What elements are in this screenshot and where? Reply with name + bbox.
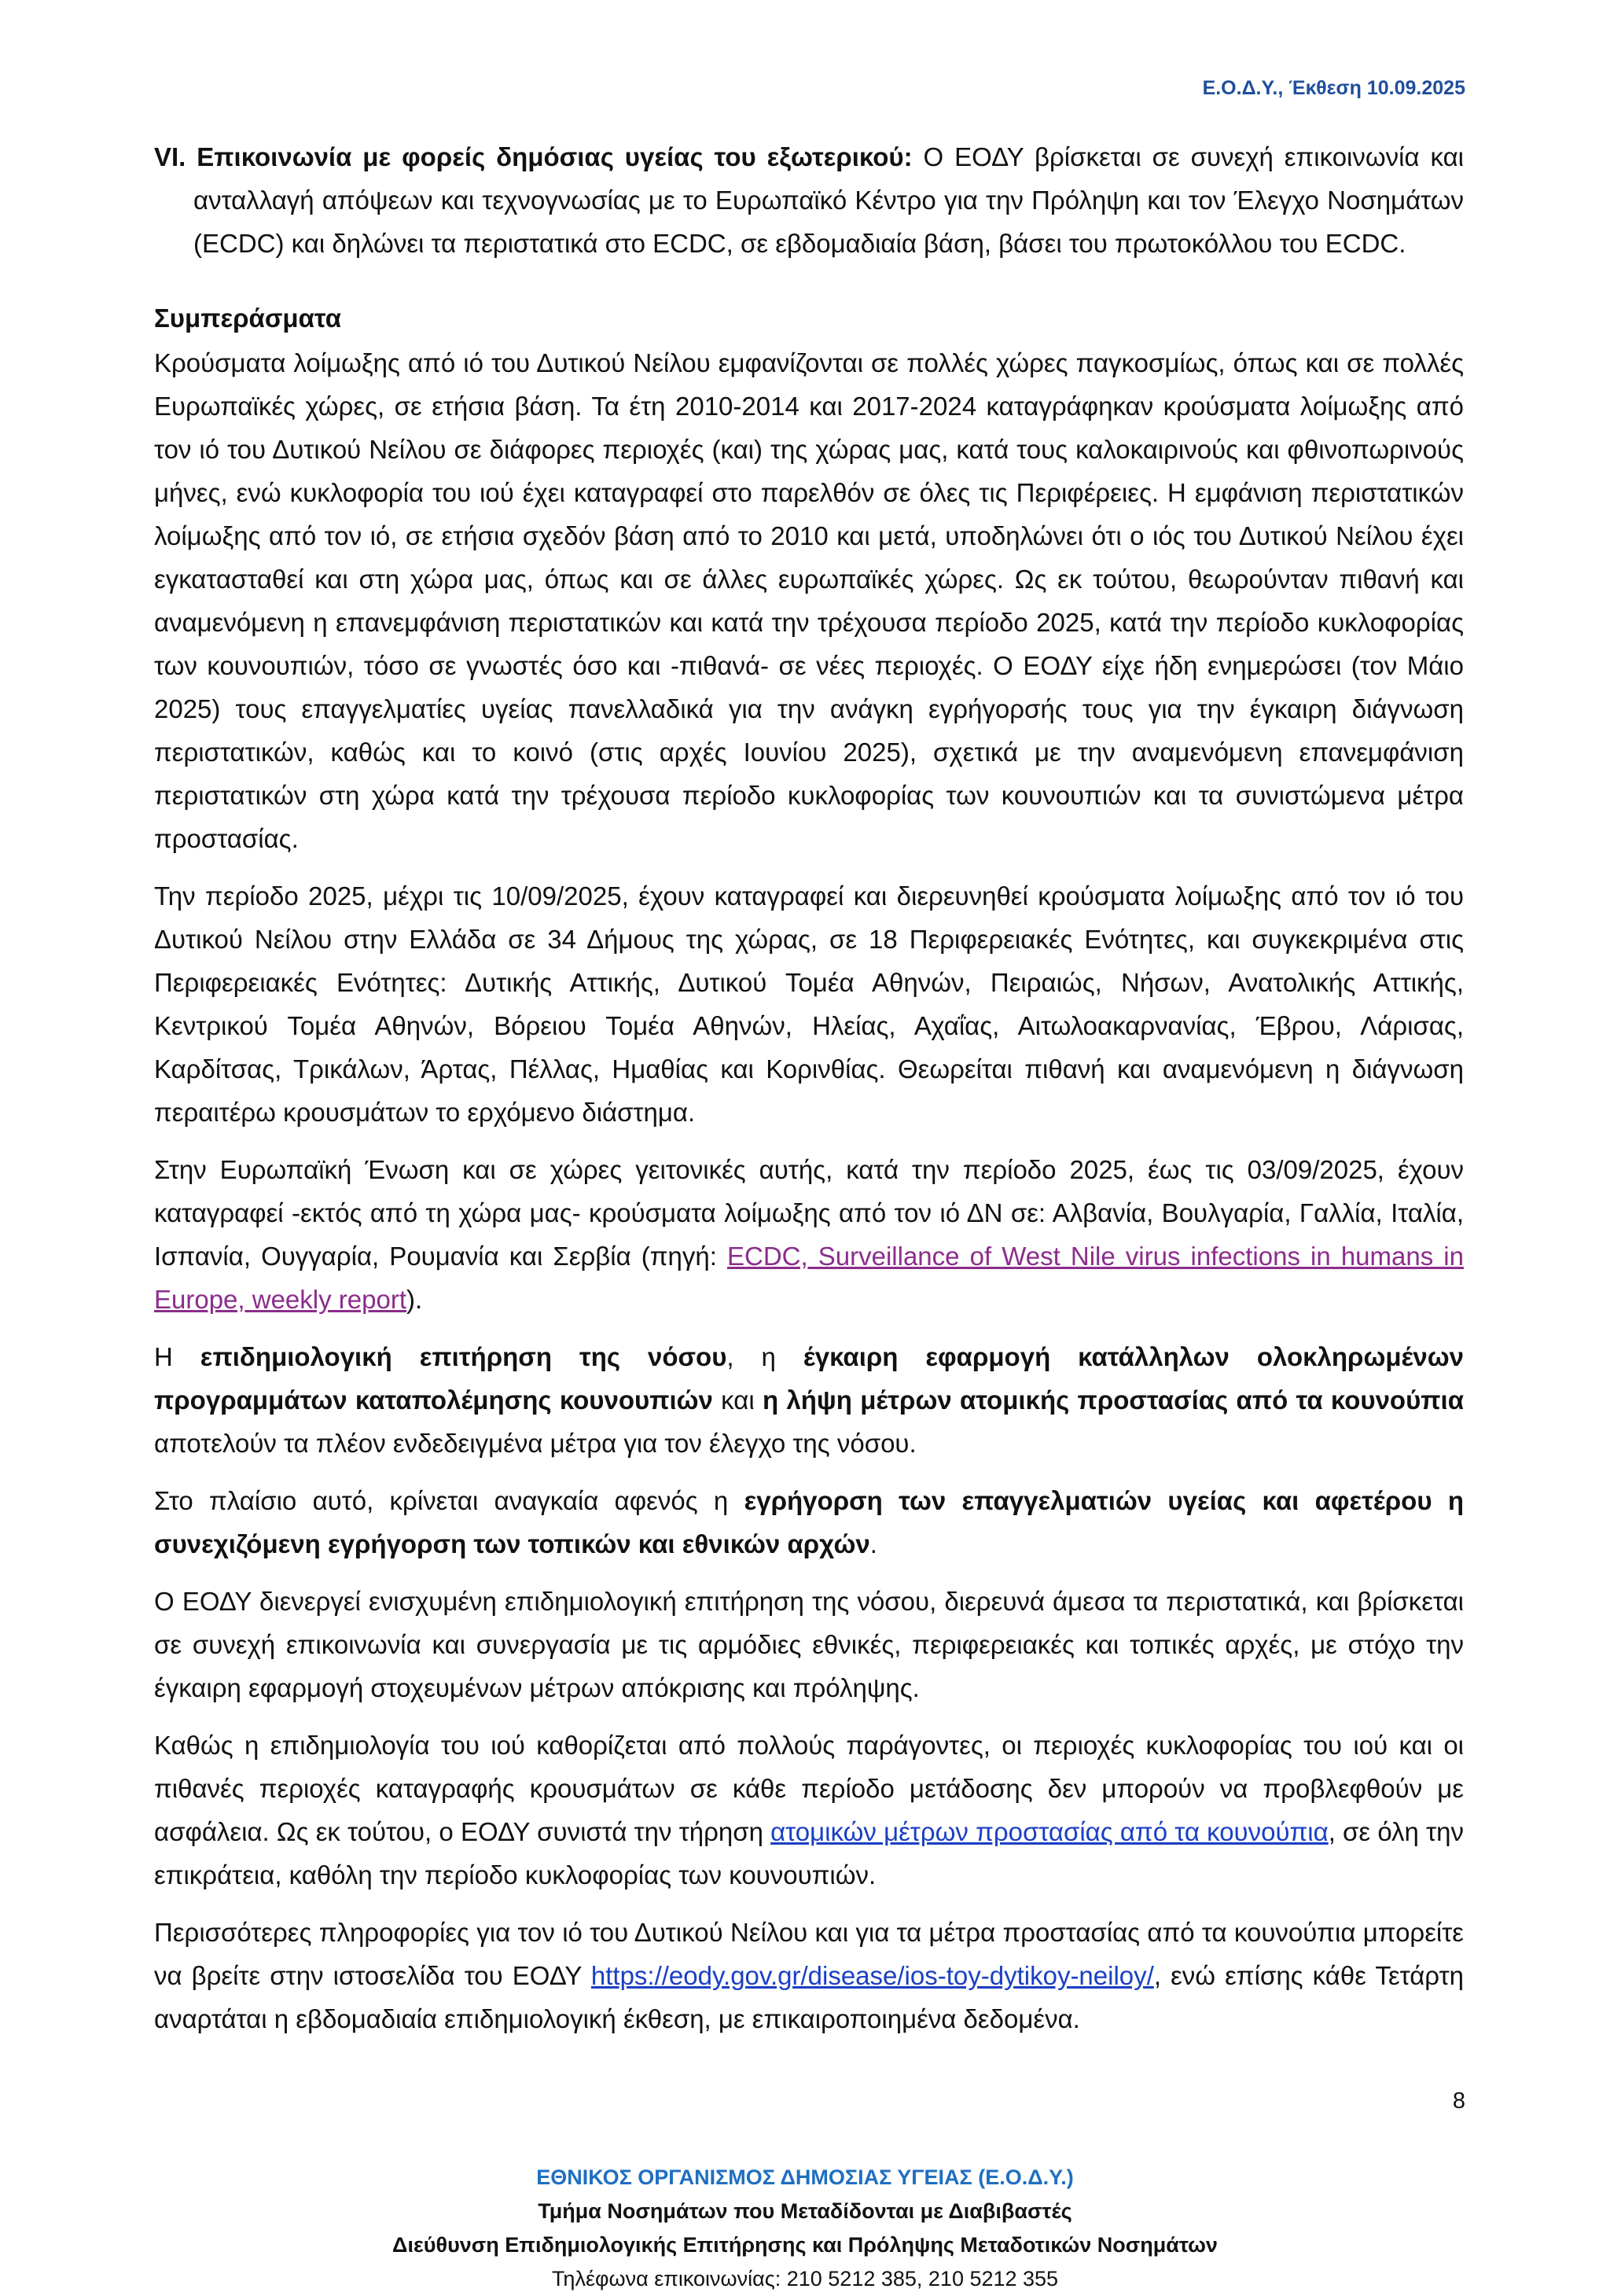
conclusions-paragraph-1: Κρούσματα λοίμωξης από ιό του Δυτικού Νείλου εμφανίζονται σε πολλές χώρες παγκοσμίως, όπως και σε πολλές Ευρωπαϊκές χώρες, σε ετήσια βάση. Τα έτη 2010-2014 και 2017-2024 καταγράφηκαν κρούσματα λοίμωξης από τον ιό του Δυτικού Νείλου σε διάφορες περιοχές (και) της χώρας μας, κατά τους καλοκαιρινούς και φθινοπωρινούς μήνες, ενώ κυκλοφορία του ιού έχει καταγραφεί στο παρελθόν σε όλες τις Περιφέρειες. Η εμφάνιση περιστατικών λοίμωξης από τον ιό, σε ετήσια σχεδόν βάση από το 2010 και μετά, υποδηλώνει ότι ο ιός του Δυτικού Νείλου έχει εγκατασταθεί και στη χώρα μας, όπως και σε άλλες ευρωπαϊκές χώρες. Ως εκ τούτου, θεωρούνταν πιθανή και αναμενόμενη η επανεμφάνιση περιστατικών και κατά την τρέχουσα περίοδο 2025, κατά την περίοδο κυκλοφορίας των κουνουπιών, τόσο σε γνωστές όσο και -πιθανά- σε νέες περιοχές. Ο ΕΟΔΥ είχε ήδη ενημερώσει (τον Μάιο 2025) τους επαγγελματίες υγείας πανελλαδικά για την ανάγκη εγρήγορσής τους για την έγκαιρη διάγνωση περιστατικών, καθώς και το κοινό (στις αρχές Ιουνίου 2025), σχετικά με την αναμενόμενη επανεμφάνιση περιστατικών στη χώρα κατά την τρέχουσα περίοδο κυκλοφορίας των κουνουπιών και τα συνιστώμενα μέτρα προστασίας. (154, 348, 1464, 853)
paragraph-text: , η (726, 1342, 803, 1371)
report-header: Ε.Ο.Δ.Υ., Έκθεση 10.09.2025 (1202, 77, 1465, 99)
conclusions-heading: Συμπεράσματα (154, 304, 341, 333)
eody-west-nile-page-link[interactable]: https://eody.gov.gr/disease/ios-toy-dytikoy-neiloy/ (590, 1961, 1154, 1990)
paragraph-text: και (712, 1385, 763, 1415)
emphasis-alertness: εγρήγορση των επαγγελματιών υγείας και αφετέρου η συνεχιζόμενη εγρήγορση των τοπικών και εθνικών αρχών (154, 1486, 1465, 1558)
footer-department: Τμήμα Νοσημάτων που Μεταδίδονται με Διαβιβαστές (538, 2199, 1072, 2223)
paragraph-text: αποτελούν τα πλέον ενδεδειγμένα μέτρα για τον έλεγχο της νόσου. (154, 1429, 917, 1458)
paragraph-text: Περισσότερες πληροφορίες για τον ιό του Δυτικού Νείλου και για τα μέτρα προστασίας από τα κουνούπια μπορείτε να βρείτε στην ιστοσελίδα του ΕΟΔΥ (154, 1918, 1464, 1990)
page-footer (0, 2161, 1610, 2296)
conclusions-paragraph-6: Ο ΕΟΔΥ διενεργεί ενισχυμένη επιδημιολογική επιτήρηση της νόσου, διερευνά άμεσα τα περιστατικά, και βρίσκεται σε συνεχή επικοινωνία και συνεργασία με τις αρμόδιες εθνικές, περιφερειακές και τοπικές αρχές, με στόχο την έγκαιρη εφαρμογή στοχευμένων μέτρων απόκρισης και πρόληψης. (154, 1587, 1464, 1702)
document-body (154, 135, 1464, 2055)
emphasis-surveillance: επιδημιολογική επιτήρηση της νόσου (200, 1342, 727, 1371)
paragraph-text: Η (154, 1342, 200, 1371)
conclusions-paragraph-5 (154, 1479, 1464, 1566)
footer-organization: ΕΘΝΙΚΟΣ ΟΡΓΑΝΙΣΜΟΣ ΔΗΜΟΣΙΑΣ ΥΓΕΙΑΣ (Ε.Ο.Δ.Υ.) (536, 2165, 1074, 2189)
paragraph-text: , ενώ επίσης κάθε Τετάρτη αναρτάται η εβδομαδιαία επιδημιολογική έκθεση, με επικαιροποιημένα δεδομένα. (154, 1961, 1464, 2033)
conclusions-paragraph-4 (154, 1335, 1464, 1465)
paragraph-text: ). (406, 1285, 423, 1314)
ecdc-surveillance-link[interactable]: ECDC, Surveillance of West Nile virus infections in humans in Europe, weekly report (154, 1242, 1464, 1314)
page-number: 8 (1452, 2088, 1465, 2114)
conclusions-paragraph-2: Την περίοδο 2025, μέχρι τις 10/09/2025, έχουν καταγραφεί και διερευνηθεί κρούσματα λοίμωξης από τον ιό του Δυτικού Νείλου στην Ελλάδα σε 34 Δήμους της χώρας, σε 18 Περιφερειακές Ενότητες, και συγκεκριμένα στις Περιφερειακές Ενότητες: Δυτικής Αττικής, Δυτικού Τομέα Αθηνών, Πειραιώς, Νήσων, Ανατολικής Αττικής, Κεντρικού Τομέα Αθηνών, Βόρειου Τομέα Αθηνών, Ηλείας, Αχαΐας, Αιτωλοακαρνανίας, Έβρου, Λάρισας, Καρδίτσας, Τρικάλων, Άρτας, Πέλλας, Ημαθίας και Κορινθίας. Θεωρείται πιθανή και αναμενόμενη η διάγνωση περαιτέρω κρουσμάτων το ερχόμενο διάστημα. (154, 881, 1464, 1127)
conclusions-paragraph-8 (154, 1911, 1464, 2040)
footer-phones: Τηλέφωνα επικοινωνίας: 210 5212 385, 210 5212 355 (551, 2267, 1059, 2290)
emphasis-personal-protection: η λήψη μέτρων ατομικής προστασίας από τα κουνούπια (762, 1385, 1465, 1415)
section-vi-title: VI. Επικοινωνία με φορείς δημόσιας υγείας του εξωτερικού: (154, 142, 913, 171)
paragraph-text: , σε όλη την επικράτεια, καθόλη την περίοδο κυκλοφορίας των κουνουπιών. (154, 1817, 1465, 1889)
footer-directorate: Διεύθυνση Επιδημιολογικής Επιτήρησης και Πρόληψης Μεταδοτικών Νοσημάτων (392, 2233, 1218, 2257)
conclusions-paragraph-7 (154, 1724, 1464, 1897)
paragraph-text: Στο πλαίσιο αυτό, κρίνεται αναγκαία αφενός η (154, 1486, 744, 1515)
paragraph-text: Στην Ευρωπαϊκή Ένωση και σε χώρες γειτονικές αυτής, κατά την περίοδο 2025, έως τις 03/09/2025, έχουν καταγραφεί -εκτός από τη χώρα μας- κρούσματα λοίμωξης από τον ιό ΔΝ σε: Αλβανία, Βουλγαρία, Γαλλία, Ιταλία, Ισπανία, Ουγγαρία, Ρουμανία και Σερβία (πηγή: (154, 1155, 1464, 1271)
paragraph-text: Καθώς η επιδημιολογία του ιού καθορίζεται από πολλούς παράγοντες, οι περιοχές κυκλοφορίας του ιού και οι πιθανές περιοχές καταγραφής κρουσμάτων σε κάθε περίοδο μετάδοσης δεν μπορούν να προβλεφθούν με ασφάλεια. Ως εκ τούτου, ο ΕΟΔΥ συνιστά την τήρηση (154, 1731, 1464, 1846)
section-vi-paragraph (154, 135, 1464, 265)
conclusions-paragraph-3 (154, 1148, 1464, 1321)
section-vi-text: Ο ΕΟΔΥ βρίσκεται σε συνεχή επικοινωνία και ανταλλαγή απόψεων και τεχνογνωσίας με το Ευρωπαϊκό Κέντρο για την Πρόληψη και τον Έλεγχο Νοσημάτων (ECDC) και δηλώνει τα περιστατικά στο ECDC, σε εβδομαδιαία βάση, βάσει του πρωτοκόλλου του ECDC. (193, 142, 1464, 258)
paragraph-text: . (869, 1529, 877, 1558)
emphasis-mosquito-control: έγκαιρη εφαρμογή κατάλληλων ολοκληρωμένων προγραμμάτων καταπολέμησης κουνουπιών (154, 1342, 1464, 1415)
personal-protection-measures-link[interactable]: ατομικών μέτρων προστασίας από τα κουνούπια (770, 1817, 1329, 1846)
